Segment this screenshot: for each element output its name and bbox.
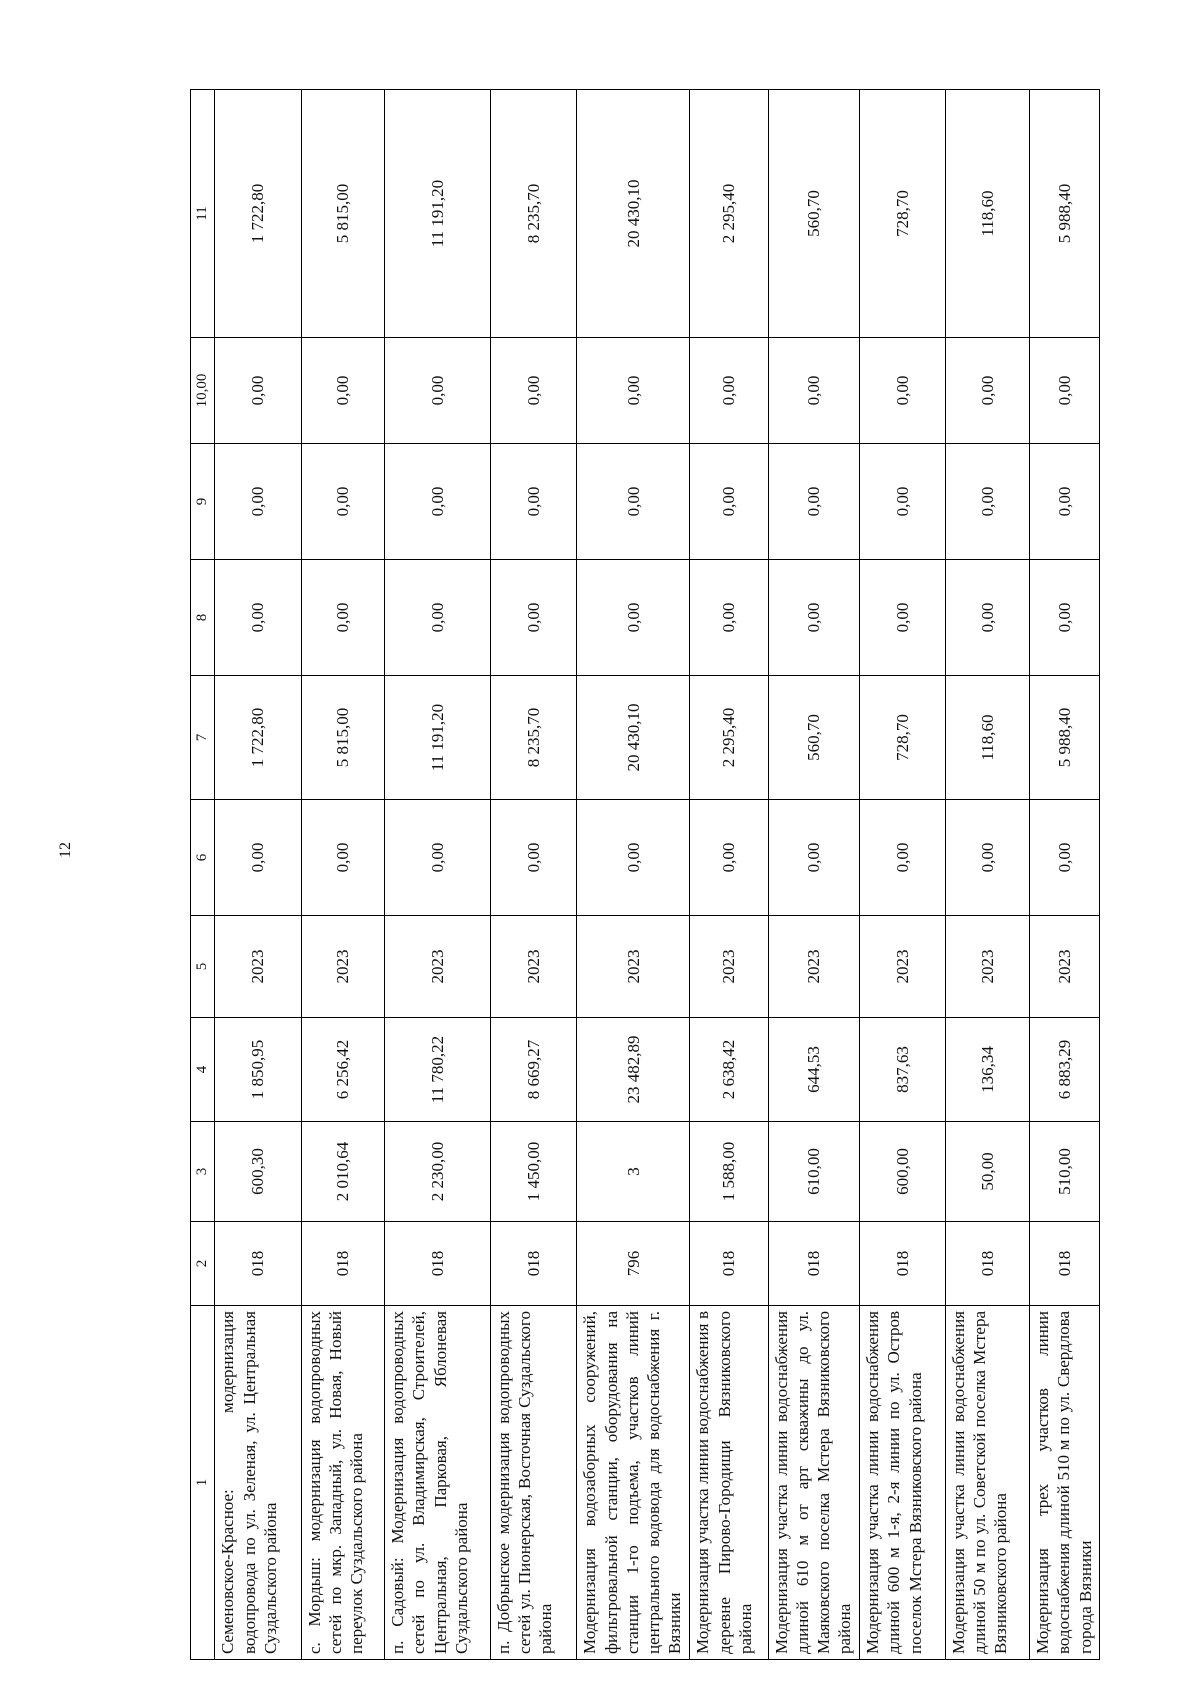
project-name-cell: Модернизация участка линии водоснабжения длиной 610 м от арт скважины до ул. Маяковского поселка Мстера Вязниковского района	[768, 1306, 860, 1660]
project-name-cell: с. Мордыш: модернизация водопроводных сетей по мкр. Западный, ул. Новая, Новый переулок Суздальского района	[301, 1306, 384, 1660]
value-cell: 1 450,00	[490, 1122, 576, 1222]
table-row	[301, 90, 384, 1660]
header-cell: 3	[191, 1122, 215, 1222]
value-cell: 837,63	[860, 1018, 945, 1122]
table-row	[768, 90, 860, 1660]
value-cell: 3	[577, 1122, 690, 1222]
project-name-cell: Модернизация участка линии водоснабжения в деревне Пирово-Городищи Вязниковского района	[690, 1306, 768, 1660]
value-cell: 0,00	[215, 338, 301, 444]
value-cell: 1 588,00	[690, 1122, 768, 1222]
table-row	[215, 90, 301, 1660]
value-cell: 0,00	[945, 444, 1029, 560]
value-cell: 796	[577, 1222, 690, 1306]
value-cell: 560,70	[768, 676, 860, 800]
value-cell: 0,00	[860, 444, 945, 560]
value-cell: 0,00	[577, 800, 690, 916]
table-row	[945, 90, 1029, 1660]
project-name-cell: п. Садовый: Модернизация водопроводных сетей по ул. Владимирская, Строителей, Центральная, Парковая, Яблоневая Суздальского района	[385, 1306, 491, 1660]
value-cell: 0,00	[1030, 800, 1100, 916]
header-cell: 8	[191, 560, 215, 676]
header-cell: 11	[191, 90, 215, 338]
value-cell: 2023	[945, 916, 1029, 1018]
rotated-table-container	[190, 90, 1100, 1660]
project-name-cell: Модернизация трех участков линии водоснабжения длиной 510 м по ул. Свердлова города Вязники	[1030, 1306, 1100, 1660]
value-cell: 0,00	[301, 444, 384, 560]
value-cell: 2 638,42	[690, 1018, 768, 1122]
value-cell: 018	[1030, 1222, 1100, 1306]
value-cell: 0,00	[860, 800, 945, 916]
header-row	[191, 90, 215, 1660]
value-cell: 0,00	[945, 560, 1029, 676]
value-cell: 2023	[768, 916, 860, 1018]
header-cell: 10,00	[191, 338, 215, 444]
value-cell: 20 430,10	[577, 90, 690, 338]
header-cell: 2	[191, 1222, 215, 1306]
table-row	[1030, 90, 1100, 1660]
value-cell: 0,00	[215, 560, 301, 676]
value-cell: 0,00	[301, 800, 384, 916]
value-cell: 0,00	[690, 444, 768, 560]
value-cell: 0,00	[301, 338, 384, 444]
project-name-cell: Семеновское-Красное: модернизация водопровода по ул. Зеленая, ул. Центральная Суздальского района	[215, 1306, 301, 1660]
value-cell: 6 256,42	[301, 1018, 384, 1122]
value-cell: 0,00	[215, 800, 301, 916]
value-cell: 0,00	[301, 560, 384, 676]
value-cell: 018	[768, 1222, 860, 1306]
value-cell: 600,30	[215, 1122, 301, 1222]
investment-program-table	[190, 89, 1100, 1660]
project-name-cell: Модернизация участка линии водоснабжения длиной 50 м по ул. Советской поселка Мстера Вязниковского района	[945, 1306, 1029, 1660]
value-cell: 5 988,40	[1030, 90, 1100, 338]
value-cell: 0,00	[945, 338, 1029, 444]
value-cell: 728,70	[860, 676, 945, 800]
table-row	[690, 90, 768, 1660]
value-cell: 0,00	[577, 338, 690, 444]
value-cell: 510,00	[1030, 1122, 1100, 1222]
value-cell: 8 235,70	[490, 676, 576, 800]
value-cell: 1 850,95	[215, 1018, 301, 1122]
value-cell: 2 010,64	[301, 1122, 384, 1222]
value-cell: 018	[301, 1222, 384, 1306]
table-row	[577, 90, 690, 1660]
value-cell: 2023	[1030, 916, 1100, 1018]
value-cell: 23 482,89	[577, 1018, 690, 1122]
value-cell: 11 191,20	[385, 90, 491, 338]
header-cell: 4	[191, 1018, 215, 1122]
value-cell: 0,00	[860, 338, 945, 444]
value-cell: 8 235,70	[490, 90, 576, 338]
value-cell: 018	[385, 1222, 491, 1306]
value-cell: 0,00	[1030, 560, 1100, 676]
value-cell: 118,60	[945, 676, 1029, 800]
project-name-cell: Модернизация участка линии водоснабжения длиной 600 м 1-я, 2-я линии по ул. Остров поселок Мстера Вязниковского района	[860, 1306, 945, 1660]
value-cell: 8 669,27	[490, 1018, 576, 1122]
value-cell: 0,00	[385, 444, 491, 560]
project-name-cell: Модернизация водозаборных сооружений, фильтровальной станции, оборудования на станции 1-го подъема, участков линий центрального водовода для водоснабжения г. Вязники	[577, 1306, 690, 1660]
value-cell: 2 230,00	[385, 1122, 491, 1222]
value-cell: 136,34	[945, 1018, 1029, 1122]
value-cell: 11 191,20	[385, 676, 491, 800]
value-cell: 0,00	[490, 560, 576, 676]
page-number: 12	[57, 842, 74, 858]
value-cell: 018	[860, 1222, 945, 1306]
value-cell: 2023	[385, 916, 491, 1018]
value-cell: 0,00	[860, 560, 945, 676]
value-cell: 0,00	[1030, 338, 1100, 444]
value-cell: 018	[945, 1222, 1029, 1306]
value-cell: 118,60	[945, 90, 1029, 338]
value-cell: 2023	[301, 916, 384, 1018]
value-cell: 5 815,00	[301, 90, 384, 338]
value-cell: 2023	[215, 916, 301, 1018]
value-cell: 018	[215, 1222, 301, 1306]
value-cell: 0,00	[490, 800, 576, 916]
value-cell: 5 815,00	[301, 676, 384, 800]
header-cell: 5	[191, 916, 215, 1018]
value-cell: 1 722,80	[215, 676, 301, 800]
value-cell: 018	[690, 1222, 768, 1306]
value-cell: 11 780,22	[385, 1018, 491, 1122]
value-cell: 2023	[690, 916, 768, 1018]
value-cell: 610,00	[768, 1122, 860, 1222]
value-cell: 2 295,40	[690, 90, 768, 338]
value-cell: 0,00	[945, 800, 1029, 916]
value-cell: 018	[490, 1222, 576, 1306]
project-name-cell: п. Добрынское модернизация водопроводных сетей ул. Пионерская, Восточная Суздальского района	[490, 1306, 576, 1660]
value-cell: 50,00	[945, 1122, 1029, 1222]
value-cell: 728,70	[860, 90, 945, 338]
table-row	[490, 90, 576, 1660]
value-cell: 2023	[577, 916, 690, 1018]
value-cell: 1 722,80	[215, 90, 301, 338]
value-cell: 2 295,40	[690, 676, 768, 800]
value-cell: 560,70	[768, 90, 860, 338]
value-cell: 0,00	[690, 800, 768, 916]
value-cell: 0,00	[768, 560, 860, 676]
value-cell: 644,53	[768, 1018, 860, 1122]
value-cell: 5 988,40	[1030, 676, 1100, 800]
value-cell: 2023	[860, 916, 945, 1018]
value-cell: 2023	[490, 916, 576, 1018]
value-cell: 0,00	[215, 444, 301, 560]
table-body	[191, 90, 1100, 1660]
value-cell: 0,00	[690, 338, 768, 444]
value-cell: 0,00	[385, 800, 491, 916]
value-cell: 600,00	[860, 1122, 945, 1222]
value-cell: 0,00	[768, 444, 860, 560]
value-cell: 0,00	[768, 800, 860, 916]
value-cell: 0,00	[1030, 444, 1100, 560]
table-row	[860, 90, 945, 1660]
value-cell: 0,00	[385, 560, 491, 676]
value-cell: 0,00	[577, 444, 690, 560]
value-cell: 0,00	[690, 560, 768, 676]
value-cell: 6 883,29	[1030, 1018, 1100, 1122]
header-cell: 6	[191, 800, 215, 916]
value-cell: 0,00	[490, 338, 576, 444]
header-cell: 1	[191, 1306, 215, 1660]
header-cell: 9	[191, 444, 215, 560]
value-cell: 0,00	[577, 560, 690, 676]
value-cell: 20 430,10	[577, 676, 690, 800]
value-cell: 0,00	[490, 444, 576, 560]
header-cell: 7	[191, 676, 215, 800]
table-row	[385, 90, 491, 1660]
value-cell: 0,00	[385, 338, 491, 444]
value-cell: 0,00	[768, 338, 860, 444]
